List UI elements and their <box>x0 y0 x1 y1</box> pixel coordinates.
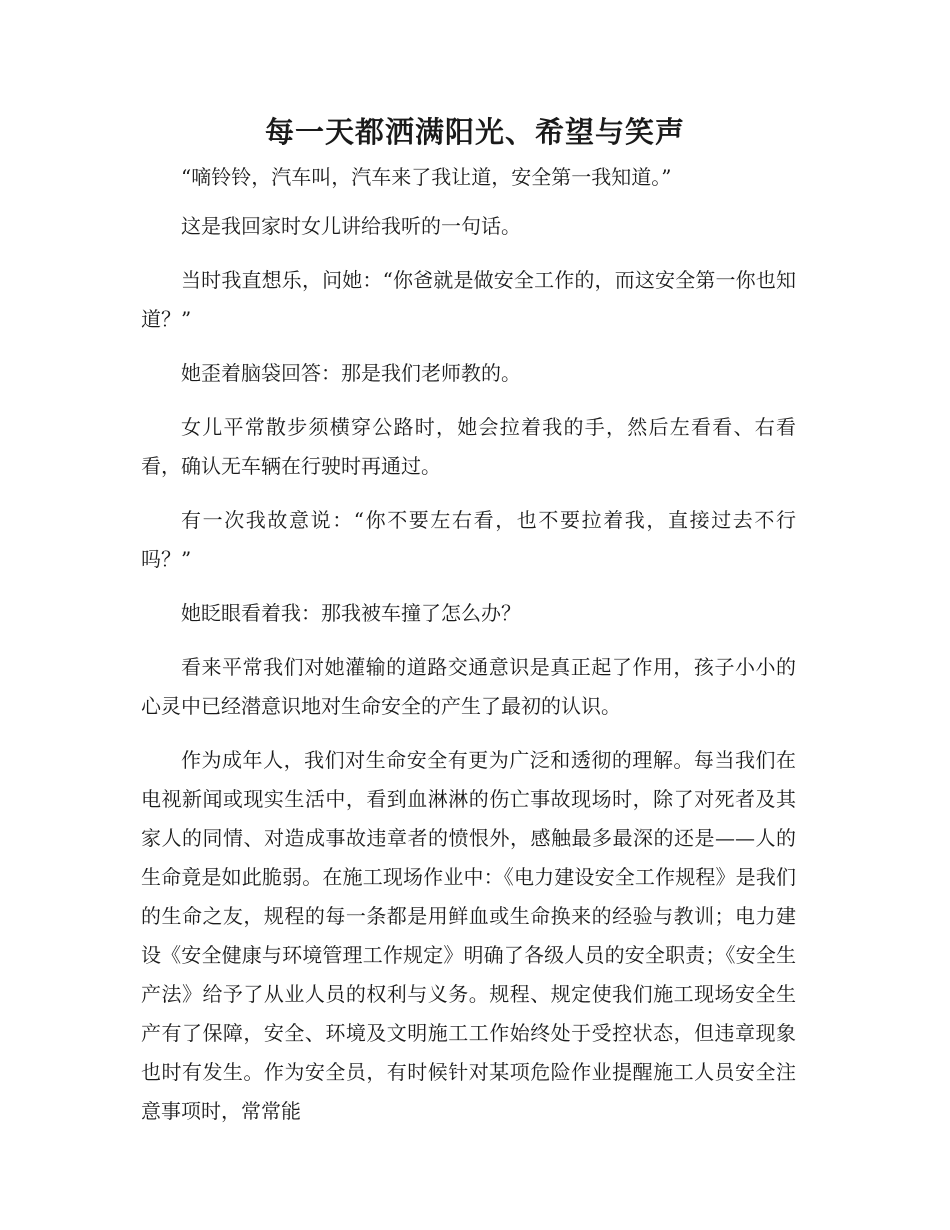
paragraph-2: 这是我回家时女儿讲给我听的一句话。 <box>181 214 521 238</box>
paragraph-1: “嘀铃铃，汽车叫，汽车来了我让道，安全第一我知道。” <box>181 165 672 189</box>
paragraph-3: 当时我直想乐，问她：“你爸就是做安全工作的，而这安全第一你也知道？” <box>141 268 796 331</box>
paragraph-5: 女儿平常散步须横穿公路时，她会拉着我的手，然后左看看、右看看，确认无车辆在行驶时再通过。 <box>141 415 796 478</box>
document-body <box>141 158 796 1131</box>
paragraph-6: 有一次我故意说：“你不要左右看，也不要拉着我，直接过去不行吗？” <box>141 508 796 571</box>
paragraph-8: 看来平常我们对她灌输的道路交通意识是真正起了作用，孩子小小的心灵中已经潜意识地对生命安全的产生了最初的认识。 <box>141 655 796 718</box>
paragraph-9: 作为成年人，我们对生命安全有更为广泛和透彻的理解。每当我们在电视新闻或现实生活中，看到血淋淋的伤亡事故现场时，除了对死者及其家人的同情、对造成事故违章者的愤恨外，感触最多最深的还是——人的生命竟是如此脆弱。在施工现场作业中：《电力建设安全工作规程》是我们的生命之友，规程的每一条都是用鲜血或生命换来的经验与教训；电力建设《安全健康与环境管理工作规定》明确了各级人员的安全职责；《安全生产法》给予了从业人员的权利与义务。规程、规定使我们施工现场安全生产有了保障，安全、环境及文明施工工作始终处于受控状态，但违章现象也时有发生。作为安全员，有时候针对某项危险作业提醒施工人员安全注意事项时，常常能 <box>141 748 796 1123</box>
paragraph-7: 她眨眼看着我：那我被车撞了怎么办？ <box>181 601 521 625</box>
document-title: 每一天都洒满阳光、希望与笑声 <box>264 115 685 149</box>
paragraph-4: 她歪着脑袋回答：那是我们老师教的。 <box>181 361 521 385</box>
